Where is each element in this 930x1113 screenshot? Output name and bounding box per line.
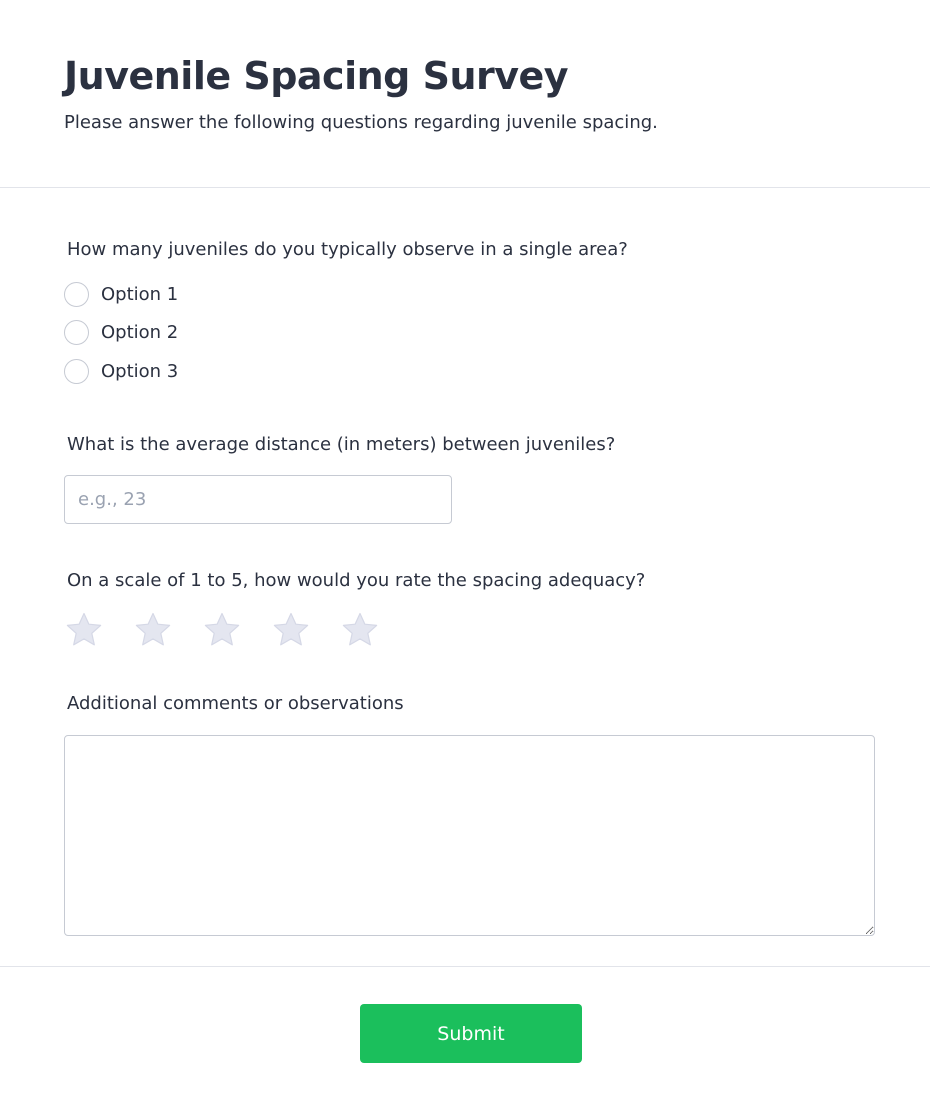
comments-textarea[interactable]	[64, 735, 875, 936]
radio-button[interactable]	[64, 282, 89, 307]
radio-option-label: Option 3	[101, 360, 179, 382]
question-count-label: How many juveniles do you typically observe in a single area?	[67, 239, 628, 260]
radio-option-1[interactable]	[64, 281, 178, 307]
radio-option-label: Option 2	[101, 321, 179, 343]
radio-button[interactable]	[64, 320, 89, 345]
star-icon[interactable]	[340, 610, 380, 650]
page-title: Juvenile Spacing Survey	[64, 54, 569, 98]
star-icon[interactable]	[64, 610, 104, 650]
submit-button[interactable]: Submit	[360, 1004, 582, 1063]
question-comments-label: Additional comments or observations	[67, 693, 404, 714]
distance-input[interactable]	[64, 475, 452, 524]
survey-header	[0, 0, 930, 188]
star-icon[interactable]	[271, 610, 311, 650]
question-distance-label: What is the average distance (in meters) between juveniles?	[67, 434, 616, 455]
star-icon[interactable]	[202, 610, 242, 650]
radio-button[interactable]	[64, 359, 89, 384]
radio-option-label: Option 1	[101, 283, 179, 305]
star-icon[interactable]	[133, 610, 173, 650]
radio-option-2[interactable]	[64, 319, 178, 345]
radio-option-3[interactable]	[64, 358, 178, 384]
footer-divider	[0, 966, 930, 967]
page-subtitle: Please answer the following questions regarding juvenile spacing.	[64, 112, 658, 133]
question-rating-label: On a scale of 1 to 5, how would you rate the spacing adequacy?	[67, 570, 646, 591]
